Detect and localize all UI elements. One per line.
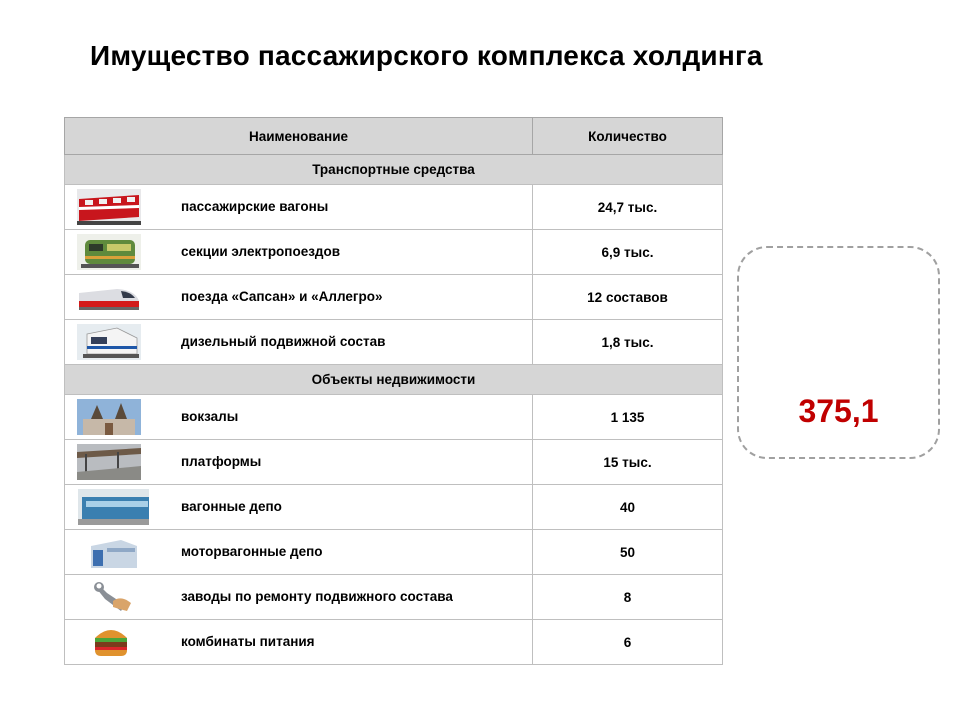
section-title: Объекты недвижимости xyxy=(65,365,723,395)
passenger-car-icon xyxy=(77,189,141,225)
table-row xyxy=(65,320,723,365)
row-qty: 6,9 тыс. xyxy=(533,230,723,275)
wrench-icon xyxy=(77,579,141,615)
header-qty: Количество xyxy=(533,118,723,155)
diesel-train-icon xyxy=(77,324,141,360)
row-name: комбинаты питания xyxy=(181,634,315,649)
row-qty: 1,8 тыс. xyxy=(533,320,723,365)
assets-table xyxy=(64,117,723,665)
row-name: заводы по ремонту подвижного состава xyxy=(181,589,453,604)
row-name: вокзалы xyxy=(181,409,239,424)
row-qty: 6 xyxy=(533,620,723,665)
row-qty: 1 135 xyxy=(533,395,723,440)
emu-depot-icon xyxy=(77,534,141,570)
station-icon xyxy=(77,399,141,435)
row-qty: 8 xyxy=(533,575,723,620)
row-qty: 24,7 тыс. xyxy=(533,185,723,230)
row-name: секции электропоездов xyxy=(181,244,341,259)
row-name: дизельный подвижной состав xyxy=(181,334,386,349)
section-row-real-estate xyxy=(65,365,723,395)
table-row xyxy=(65,575,723,620)
table-header-row xyxy=(65,118,723,155)
row-name: пассажирские вагоны xyxy=(181,199,329,214)
platform-icon xyxy=(77,444,141,480)
row-name: моторвагонные депо xyxy=(181,544,323,559)
table-row xyxy=(65,530,723,575)
high-speed-train-icon xyxy=(77,279,141,315)
table-row xyxy=(65,230,723,275)
total-value: 375,1 xyxy=(798,393,879,429)
section-row-transport xyxy=(65,155,723,185)
table-row xyxy=(65,485,723,530)
section-title: Транспортные средства xyxy=(65,155,723,185)
row-name: поезда «Сапсан» и «Аллегро» xyxy=(181,289,383,304)
row-name: платформы xyxy=(181,454,262,469)
table-row xyxy=(65,275,723,320)
car-depot-icon xyxy=(71,489,149,525)
row-qty: 12 составов xyxy=(533,275,723,320)
table-row xyxy=(65,620,723,665)
burger-icon xyxy=(77,624,141,660)
row-qty: 50 xyxy=(533,530,723,575)
table-row xyxy=(65,395,723,440)
table-row xyxy=(65,185,723,230)
row-qty: 40 xyxy=(533,485,723,530)
table-row xyxy=(65,440,723,485)
row-qty: 15 тыс. xyxy=(533,440,723,485)
header-name: Наименование xyxy=(65,118,533,155)
total-badge xyxy=(737,246,940,459)
electric-train-icon xyxy=(77,234,141,270)
page-title: Имущество пассажирского комплекса холдинга xyxy=(90,40,763,71)
row-name: вагонные депо xyxy=(181,499,282,514)
